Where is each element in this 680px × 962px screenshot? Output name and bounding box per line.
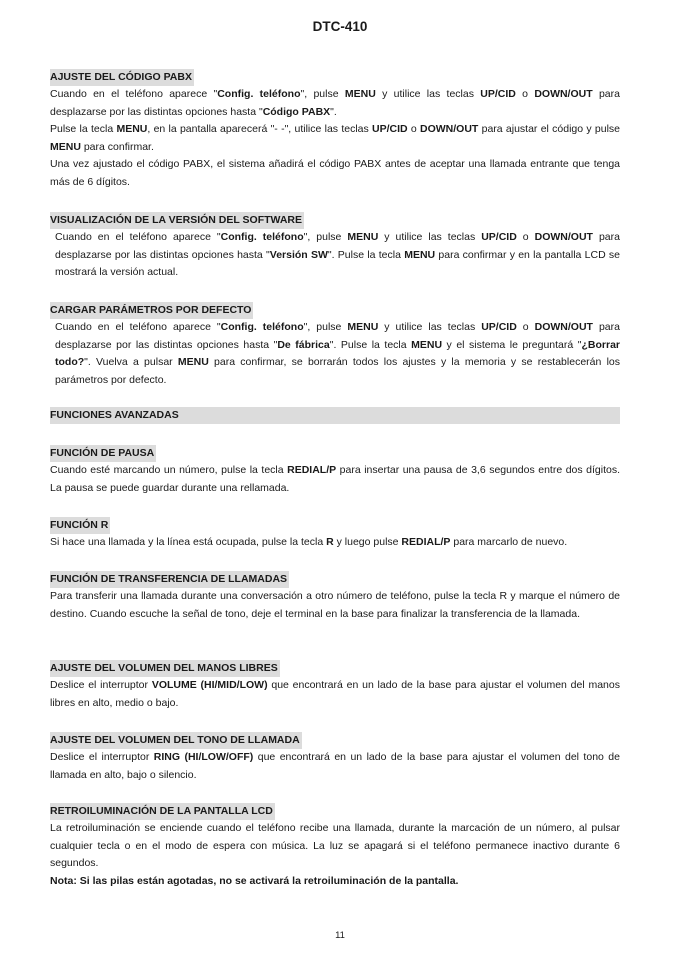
- section-heading: RETROILUMINACIÓN DE LA PANTALLA LCD: [50, 803, 275, 820]
- bold-term: MENU: [177, 356, 209, 368]
- text-run: que encontrará en un lado de la base para ajustar el volumen del manos libres en alto, medio o bajo.: [50, 679, 620, 709]
- text-run: que encontrará en un lado de la base para ajustar el volumen del tono de llamada en alto, bajo o silencio.: [50, 751, 620, 781]
- text-run: Deslice el interruptor: [50, 751, 154, 763]
- text-run: ", pulse: [303, 231, 348, 243]
- section-heading: AJUSTE DEL VOLUMEN DEL MANOS LIBRES: [50, 660, 280, 677]
- bold-term: UP/CID: [481, 231, 517, 243]
- text-run: o: [515, 88, 535, 100]
- text-run: Deslice el interruptor: [50, 679, 152, 691]
- section-heading: FUNCIÓN DE PAUSA: [50, 445, 156, 462]
- section-defaults: [50, 300, 620, 389]
- bold-term: Config. teléfono: [217, 88, 301, 100]
- bold-term: REDIAL/P: [401, 536, 451, 548]
- paragraph: [55, 229, 620, 282]
- text-run: Cuando en el teléfono aparece ": [55, 321, 221, 333]
- bold-term: MENU: [347, 231, 379, 243]
- bold-term: VOLUME (HI/MID/LOW): [151, 679, 268, 691]
- bold-term: MENU: [404, 248, 436, 261]
- text-run: y utilice las teclas: [378, 321, 482, 333]
- text-run: ". Vuelva a pulsar: [84, 356, 178, 368]
- paragraph: [50, 677, 620, 712]
- section-heading: CARGAR PARÁMETROS POR DEFECTO: [50, 302, 253, 319]
- bold-term: MENU: [347, 321, 379, 333]
- section-backlight: [50, 801, 620, 890]
- text-run: y utilice las teclas: [375, 88, 481, 100]
- bold-term: MENU: [411, 338, 443, 351]
- text-run: Cuando en el teléfono aparece ": [50, 88, 218, 100]
- text-run: ", pulse: [303, 321, 348, 333]
- paragraph: [50, 749, 620, 784]
- text-run: , en la pantalla aparecerá "- -", utilice las teclas: [147, 123, 373, 135]
- text-run: ". Pulse la tecla: [329, 338, 412, 351]
- section-heading: FUNCIONES AVANZADAS: [50, 407, 620, 424]
- bold-term: DOWN/OUT: [420, 123, 479, 135]
- text-run: para confirmar.: [80, 140, 154, 153]
- bold-term: R: [326, 536, 334, 548]
- text-run: para desplazarse por las distintas opciones hasta ": [55, 321, 620, 351]
- text-run: y utilice las teclas: [378, 231, 482, 243]
- bold-term: ¿Borrar todo?: [55, 338, 620, 368]
- bold-term: Config. teléfono: [220, 231, 304, 243]
- section-r: [50, 515, 620, 552]
- text-run: o: [516, 231, 535, 243]
- paragraph: [55, 319, 620, 389]
- text-run: para confirmar, se borrarán todos los ajustes y la memoria y se restablecerán los parámetros por defecto.: [55, 356, 620, 386]
- text-run: Cuando en el teléfono aparece ": [55, 231, 221, 243]
- text-run: para confirmar y en la pantalla LCD se mostrará la versión actual.: [55, 248, 621, 278]
- text-run: Si hace una llamada y la línea está ocupada, pulse la tecla: [50, 536, 327, 548]
- section-version: [50, 210, 620, 282]
- bold-term: Config. teléfono: [220, 321, 304, 333]
- section-heading: FUNCIÓN R: [50, 517, 110, 534]
- section-ring: [50, 730, 620, 784]
- bold-term: MENU: [50, 140, 81, 153]
- section-handsfree: [50, 658, 620, 712]
- text-run: o: [407, 123, 421, 135]
- text-run: para desplazarse por las distintas opciones hasta ": [55, 231, 620, 261]
- bold-term: MENU: [116, 123, 148, 135]
- bold-term: DOWN/OUT: [534, 88, 593, 100]
- page-title: DTC-410: [312, 19, 368, 34]
- paragraph: [50, 462, 620, 497]
- bold-term: De fábrica: [277, 338, 330, 351]
- bold-term: RING (HI/LOW/OFF): [153, 751, 254, 763]
- section-heading: FUNCIÓN DE TRANSFERENCIA DE LLAMADAS: [50, 571, 289, 588]
- text-run: para insertar una pausa de 3,6 segundos entre dos dígitos. La pausa se puede guardar durante una rellamada.: [50, 464, 621, 494]
- text-run: para ajustar el código y pulse: [478, 123, 620, 135]
- text-run: Pulse la tecla: [50, 123, 117, 135]
- text-run: ", pulse: [300, 88, 345, 100]
- bold-term: DOWN/OUT: [534, 321, 593, 333]
- paragraph: Para transferir una llamada durante una conversación a otro número de teléfono, pulse la tecla R y marque el número de destino. Cuando escuche la señal de tono, deje el terminal en la base para finalizar la transferencia de la llamada.: [50, 590, 620, 620]
- text-run: Cuando esté marcando un número, pulse la tecla: [50, 464, 288, 476]
- bold-term: Versión SW: [269, 248, 328, 261]
- bold-term: DOWN/OUT: [534, 231, 593, 243]
- section-pause: [50, 443, 620, 497]
- text-run: para marcarlo de nuevo.: [450, 536, 568, 548]
- section-heading: VISUALIZACIÓN DE LA VERSIÓN DEL SOFTWARE: [50, 212, 304, 229]
- text-run: para desplazarse por las distintas opciones hasta ": [50, 88, 620, 118]
- section-heading: AJUSTE DEL CÓDIGO PABX: [50, 69, 194, 86]
- text-run: ". Pulse la tecla: [327, 248, 405, 261]
- bold-term: UP/CID: [372, 123, 408, 135]
- text-run: y el sistema le preguntará ": [442, 338, 582, 351]
- page-number: 11: [335, 930, 345, 941]
- text-run: o: [516, 321, 535, 333]
- paragraph: Una vez ajustado el código PABX, el sistema añadirá el código PABX antes de aceptar una llamada entrante que tenga más de 6 dígitos.: [50, 158, 620, 188]
- text-run: ".: [330, 105, 337, 118]
- paragraph: [50, 121, 620, 156]
- section-advanced: [50, 407, 620, 424]
- bold-term: REDIAL/P: [287, 464, 337, 476]
- section-transfer: [50, 569, 620, 623]
- paragraph: [50, 534, 620, 552]
- paragraph: La retroiluminación se enciende cuando el teléfono recibe una llamada, durante la marcación de un número, al pulsar cualquier tecla o en el modo de espera con música. La luz se apagará si el teléfono permanece inactivo durante 6 segundos.: [50, 822, 620, 869]
- bold-term: UP/CID: [480, 88, 516, 100]
- section-heading: AJUSTE DEL VOLUMEN DEL TONO DE LLAMADA: [50, 732, 302, 749]
- paragraph: [50, 86, 620, 121]
- note: Nota: Si las pilas están agotadas, no se activará la retroiluminación de la pantalla.: [50, 874, 459, 887]
- text-run: y luego pulse: [333, 536, 402, 548]
- section-pabx: [50, 67, 620, 191]
- bold-term: UP/CID: [481, 321, 517, 333]
- bold-term: MENU: [344, 88, 376, 100]
- bold-term: Código PABX: [262, 105, 331, 118]
